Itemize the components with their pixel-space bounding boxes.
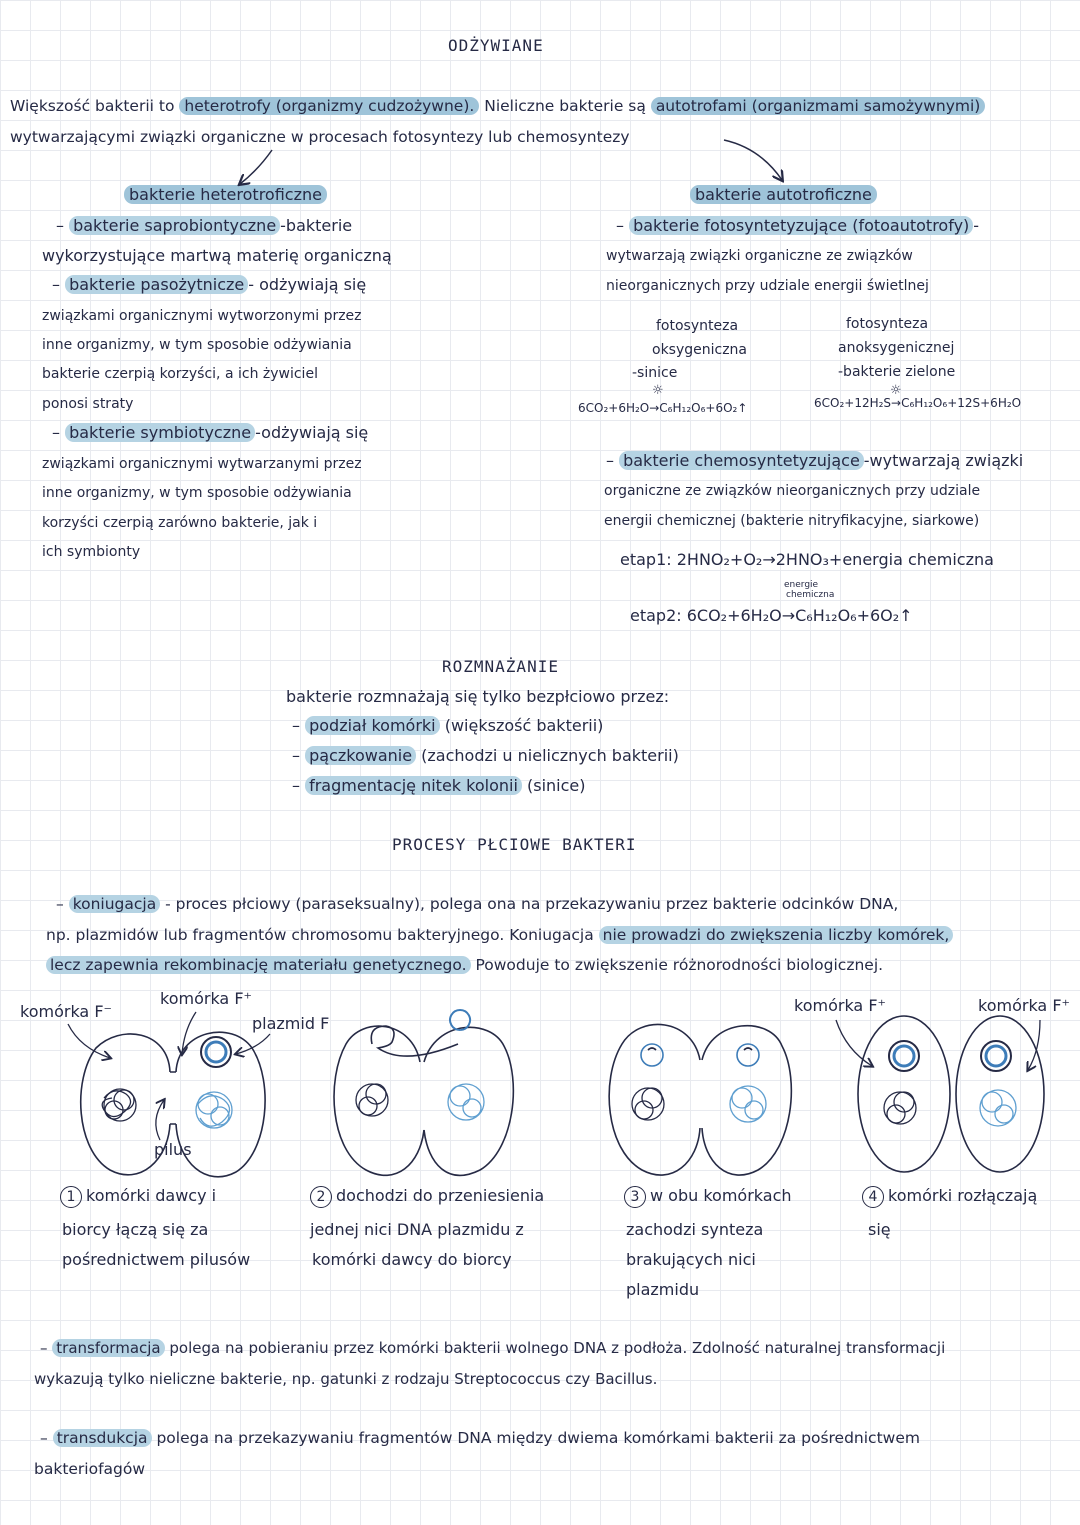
- step-3-line-3: brakujących nici: [626, 1250, 756, 1269]
- transdukcja-text-1: polega na przekazywaniu fragmentów DNA między dwiema komórkami bakterii za pośrednictwem: [156, 1429, 920, 1447]
- intro-text-2: Nieliczne bakterie są: [484, 97, 646, 115]
- label-plazmid-f: plazmid F: [252, 1014, 330, 1033]
- rozmnazanie-item-text: (większość bakterii): [444, 716, 604, 735]
- symb-text-1: -odżywiają się: [255, 423, 369, 442]
- rozmnazanie-item-text: (sinice): [526, 776, 586, 795]
- sun-icon: ☼: [652, 383, 664, 398]
- rozmnazanie-item: – podział komórki (większość bakterii): [292, 716, 604, 735]
- symb-line-3: inne organizmy, w tym sposobie odżywiania: [42, 485, 352, 501]
- arrow-f-plus-3: [836, 1020, 872, 1066]
- rozmnazanie-item-text: (zachodzi u nielicznych bakterii): [421, 746, 679, 765]
- arrow-pilus: [156, 1100, 164, 1140]
- anoxy-equation: 6CO₂+12H₂S→C₆H₁₂O₆+12S+6H₂O: [814, 396, 1022, 410]
- paso-line-3: inne organizmy, w tym sposobie odżywiania: [42, 337, 352, 353]
- label-komorka-f-plus: komórka F⁺: [160, 989, 252, 1008]
- oxy-label-3: -sinice: [632, 365, 678, 381]
- step-4: [862, 1186, 1037, 1208]
- step-2-line-3: komórki dawcy do biorcy: [312, 1250, 512, 1269]
- foto-line-2: wytwarzają związki organiczne ze związków: [606, 248, 913, 264]
- symb-line-1: – bakterie symbiotyczne -odżywiają się: [52, 423, 369, 442]
- conjugation-stage-3: [609, 1024, 791, 1175]
- step-text: w obu komórkach: [650, 1186, 792, 1205]
- step-1-line-3: pośrednictwem pilusów: [62, 1250, 251, 1269]
- label-komorka-f-plus: komórka F⁺: [794, 996, 886, 1015]
- paso-line-2: związkami organicznymi wytworzonymi przez: [42, 308, 362, 324]
- koniugacja-text-2: np. plazmidów lub fragmentów chromosomu bakteryjnego. Koniugacja: [46, 926, 594, 944]
- intro-line-2: wytwarzającymi związki organiczne w procesach fotosyntezy lub chemosyntezy: [10, 128, 630, 146]
- transdukcja-line-1: – transdukcja polega na przekazywaniu fragmentów DNA między dwiema komórkami bakterii za pośrednictwem: [40, 1429, 920, 1447]
- paso-line-5: ponosi straty: [42, 396, 134, 412]
- paso-highlight: bakterie pasożytnicze: [65, 275, 248, 294]
- step-text: komórki dawcy i: [86, 1186, 217, 1205]
- transformacja-line-2: wykazują tylko nieliczne bakterie, np. gatunki z rodzaju Streptococcus czy Bacillus.: [34, 1370, 658, 1388]
- step-number: 2: [310, 1186, 332, 1208]
- step-1-line-2: biorcy łączą się za: [62, 1220, 209, 1239]
- etap2-energy-label-2: chemiczna: [786, 590, 835, 600]
- section-title-rozmnazanie: ROZMNAŻANIE: [442, 657, 559, 676]
- intro-highlight-autotrofy: autotrofami (organizmami samożywnymi): [651, 97, 986, 115]
- transformacja-text-1: polega na pobieraniu przez komórki bakterii wolnego DNA z podłoża. Zdolność naturalnej transformacji: [169, 1339, 946, 1357]
- step-number: 3: [624, 1186, 646, 1208]
- etap2-equation: etap2: 6CO₂+6H₂O→C₆H₁₂O₆+6O₂↑: [630, 606, 913, 625]
- paso-text-1: - odżywiają się: [248, 275, 367, 294]
- arrow-to-autotrophs: [724, 140, 782, 180]
- step-1: [60, 1186, 216, 1208]
- transformacja-highlight: transformacja: [52, 1339, 164, 1357]
- step-3-line-4: plazmidu: [626, 1280, 700, 1299]
- koniugacja-line-1: – koniugacja - proces płciowy (paraseksualny), polega ona na przekazywaniu przez bakterie odcinków DNA,: [56, 895, 899, 913]
- chemo-line-1: – bakterie chemosyntetyzujące -wytwarzają związki: [606, 451, 1024, 470]
- oxy-label-2: oksygeniczna: [652, 342, 748, 358]
- step-4-line-2: się: [868, 1220, 891, 1239]
- sapro-line-2: wykorzystujące martwą materię organiczną: [42, 246, 392, 265]
- symb-line-4: korzyści czerpią zarówno bakterie, jak i: [42, 515, 318, 531]
- sapro-text-1: -bakterie: [280, 216, 353, 235]
- sapro-highlight: bakterie saprobiontyczne: [69, 216, 280, 235]
- label-pilus: pilus: [154, 1140, 192, 1159]
- rozmnazanie-item-highlight: podział komórki: [305, 716, 440, 735]
- section-title-odzywianie: ODŻYWIANE: [448, 36, 544, 55]
- anoxy-label-2: anoksygenicznej: [838, 340, 955, 356]
- foto-highlight: bakterie fotosyntetyzujące (fotoautotrofy): [629, 216, 973, 235]
- step-text: dochodzi do przeniesienia: [336, 1186, 545, 1205]
- step-number: 1: [60, 1186, 82, 1208]
- foto-line-1: – bakterie fotosyntetyzujące (fotoautotrofy) -: [616, 216, 980, 235]
- step-number: 4: [862, 1186, 884, 1208]
- sun-icon: ☼: [890, 383, 902, 398]
- arrow-to-heterotrophs: [240, 150, 272, 184]
- chromosome-light: [196, 1092, 232, 1128]
- chemo-highlight: bakterie chemosyntetyzujące: [619, 451, 864, 470]
- step-2-line-2: jednej nici DNA plazmidu z: [310, 1220, 524, 1239]
- koniugacja-highlight-3: lecz zapewnia rekombinację materiału genetycznego.: [46, 956, 471, 974]
- koniugacja-text-3: Powoduje to zwiększenie różnorodności biologicznej.: [475, 956, 884, 974]
- step-3-line-2: zachodzi synteza: [626, 1220, 764, 1239]
- sapro-line-1: – bakterie saprobiontyczne -bakterie: [56, 216, 353, 235]
- foto-text-1: -: [973, 216, 980, 235]
- etap1-equation: etap1: 2HNO₂+O₂→2HNO₃+energia chemiczna: [620, 550, 994, 569]
- symb-line-5: ich symbionty: [42, 544, 141, 560]
- koniugacja-highlight-2: nie prowadzi do zwiększenia liczby komórek,: [599, 926, 954, 944]
- transdukcja-highlight: transdukcja: [53, 1429, 152, 1447]
- chemo-line-2: organiczne ze związków nieorganicznych przy udziale: [604, 483, 981, 499]
- chemo-text-1: -wytwarzają związki: [863, 451, 1024, 470]
- chromosome-dark: [102, 1089, 136, 1121]
- rozmnazanie-item: – fragmentację nitek kolonii (sinice): [292, 776, 586, 795]
- anoxy-label-1: fotosynteza: [846, 316, 929, 332]
- paso-line-4: bakterie czerpią korzyści, a ich żywiciel: [42, 366, 318, 382]
- label-komorka-f-plus: komórka F⁺: [978, 996, 1070, 1015]
- koniugacja-text-1: - proces płciowy (paraseksualny), polega ona na przekazywaniu przez bakterie odcinków DNA,: [165, 895, 899, 913]
- label-komorka-f-minus: komórka F⁻: [20, 1002, 112, 1021]
- step-text: komórki rozłączają: [888, 1186, 1038, 1205]
- koniugacja-highlight: koniugacja: [69, 895, 161, 913]
- etap2-energy-label-1: energie: [784, 580, 819, 590]
- step-3: [624, 1186, 792, 1208]
- rozmnazanie-item-highlight: pączkowanie: [305, 746, 416, 765]
- foto-line-3: nieorganicznych przy udziale energii świetlnej: [606, 278, 929, 294]
- oxy-equation: 6CO₂+6H₂O→C₆H₁₂O₆+6O₂↑: [578, 401, 748, 415]
- symb-line-2: związkami organicznymi wytwarzanymi przez: [42, 456, 362, 472]
- auto-heading-label: bakterie autotroficzne: [690, 185, 877, 204]
- rozmnazanie-item: – pączkowanie (zachodzi u nielicznych bakterii): [292, 746, 679, 765]
- rozmnazanie-item-highlight: fragmentację nitek kolonii: [305, 776, 522, 795]
- chemo-line-3: energii chemicznej (bakterie nitryfikacyjne, siarkowe): [604, 513, 980, 529]
- conjugation-stage-4: [858, 1016, 1044, 1172]
- paso-line-1: – bakterie pasożytnicze - odżywiają się: [52, 275, 367, 294]
- oxy-label-1: fotosynteza: [656, 318, 739, 334]
- intro-highlight-heterotrofy: heterotrofy (organizmy cudzożywne).: [179, 97, 479, 115]
- transdukcja-line-2: bakteriofagów: [34, 1460, 146, 1478]
- anoxy-label-3: -bakterie zielone: [838, 364, 956, 380]
- intro-text-1: Większość bakterii to: [10, 97, 175, 115]
- rozmnazanie-intro: bakterie rozmnażają się tylko bezpłciowo przez:: [286, 687, 670, 706]
- section-title-procesy: PROCESY PŁCIOWE BAKTERI: [392, 835, 637, 854]
- conjugation-stage-2: [334, 1010, 513, 1175]
- hetero-heading-label: bakterie heterotroficzne: [124, 185, 327, 204]
- step-2: [310, 1186, 544, 1208]
- transformacja-line-1: – transformacja polega na pobieraniu przez komórki bakterii wolnego DNA z podłoża. Zdolność naturalnej transformacji: [40, 1339, 946, 1357]
- symb-highlight: bakterie symbiotyczne: [65, 423, 255, 442]
